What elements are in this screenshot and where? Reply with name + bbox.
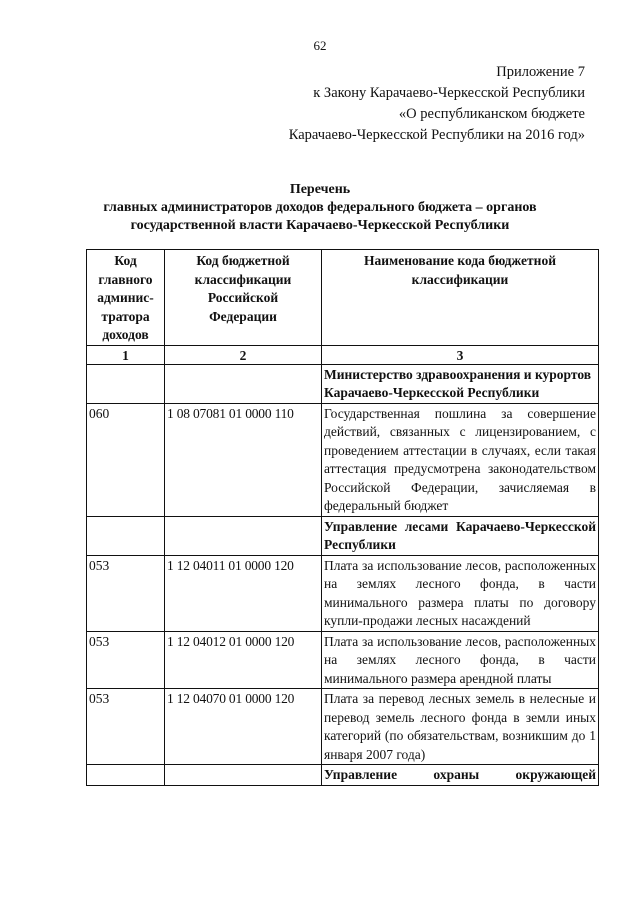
table-column-numbers-row <box>87 345 599 364</box>
table-row <box>87 555 599 631</box>
header-kbk-name: Наименование кода бюджетной классификации <box>322 250 599 346</box>
admin-code-cell <box>87 364 165 403</box>
admin-code-cell <box>87 765 165 786</box>
appendix-line-3: «О республиканском бюджете <box>398 106 585 122</box>
appendix-line-1: Приложение 7 <box>496 64 585 80</box>
title-line-3: государственной власти Карачаево-Черкесской Республики <box>130 218 510 233</box>
title-line-1: Перечень <box>289 182 351 197</box>
budget-admin-table <box>86 249 599 786</box>
kbk-code-cell: 1 12 04011 01 0000 120 <box>165 555 322 631</box>
header-admin-code: Код главного админис-тратора доходов <box>87 250 165 346</box>
admin-code-cell: 060 <box>87 403 165 516</box>
column-number-3: 3 <box>322 345 599 364</box>
table-row-org <box>87 516 599 555</box>
appendix-line-4: Карачаево-Черкесской Республики на 2016 год» <box>288 127 585 143</box>
table-header-row <box>87 250 599 346</box>
kbk-code-cell: 1 12 04012 01 0000 120 <box>165 631 322 689</box>
column-number-1: 1 <box>87 345 165 364</box>
table-row-org <box>87 364 599 403</box>
kbk-name-cell: Плата за использование лесов, расположенных на землях лесного фонда, в части минимального размера арендной платы <box>322 631 599 689</box>
appendix-header <box>289 62 585 146</box>
kbk-code-cell: 1 08 07081 01 0000 110 <box>165 403 322 516</box>
admin-code-cell: 053 <box>87 689 165 765</box>
org-name-cell: Управление лесами Карачаево-Черкесской Республики <box>322 516 599 555</box>
kbk-code-cell <box>165 516 322 555</box>
org-name-cell: Министерство здравоохранения и курортов Карачаево-Черкесской Республики <box>322 364 599 403</box>
kbk-name-cell: Государственная пошлина за совершение действий, связанных с лицензированием, с проведением аттестации в случаях, если такая аттестация предусмотрена законодательством Российской Федерации, зачисляемая в федеральный бюджет <box>322 403 599 516</box>
kbk-code-cell <box>165 364 322 403</box>
table-row <box>87 631 599 689</box>
document-title <box>0 181 640 235</box>
title-line-2: главных администраторов доходов федерального бюджета – органов <box>103 200 537 215</box>
org-name-cell: Управление охраны окружающей <box>322 765 599 786</box>
table-row <box>87 403 599 516</box>
kbk-code-cell <box>165 765 322 786</box>
column-number-2: 2 <box>165 345 322 364</box>
table-row-org <box>87 765 599 786</box>
admin-code-cell: 053 <box>87 555 165 631</box>
header-kbk-code: Код бюджетной классификации Российской Федерации <box>165 250 322 346</box>
admin-code-cell <box>87 516 165 555</box>
appendix-line-2: к Закону Карачаево-Черкесской Республики <box>313 85 585 101</box>
page-number: 62 <box>313 38 327 53</box>
table-row <box>87 689 599 765</box>
kbk-name-cell: Плата за использование лесов, расположенных на землях лесного фонда, в части минимального размера платы по договору купли-продажи лесных насаждений <box>322 555 599 631</box>
kbk-code-cell: 1 12 04070 01 0000 120 <box>165 689 322 765</box>
admin-code-cell: 053 <box>87 631 165 689</box>
kbk-name-cell: Плата за перевод лесных земель в нелесные и перевод земель лесного фонда в земли иных категорий (по обязательствам, возникшим до 1 января 2007 года) <box>322 689 599 765</box>
